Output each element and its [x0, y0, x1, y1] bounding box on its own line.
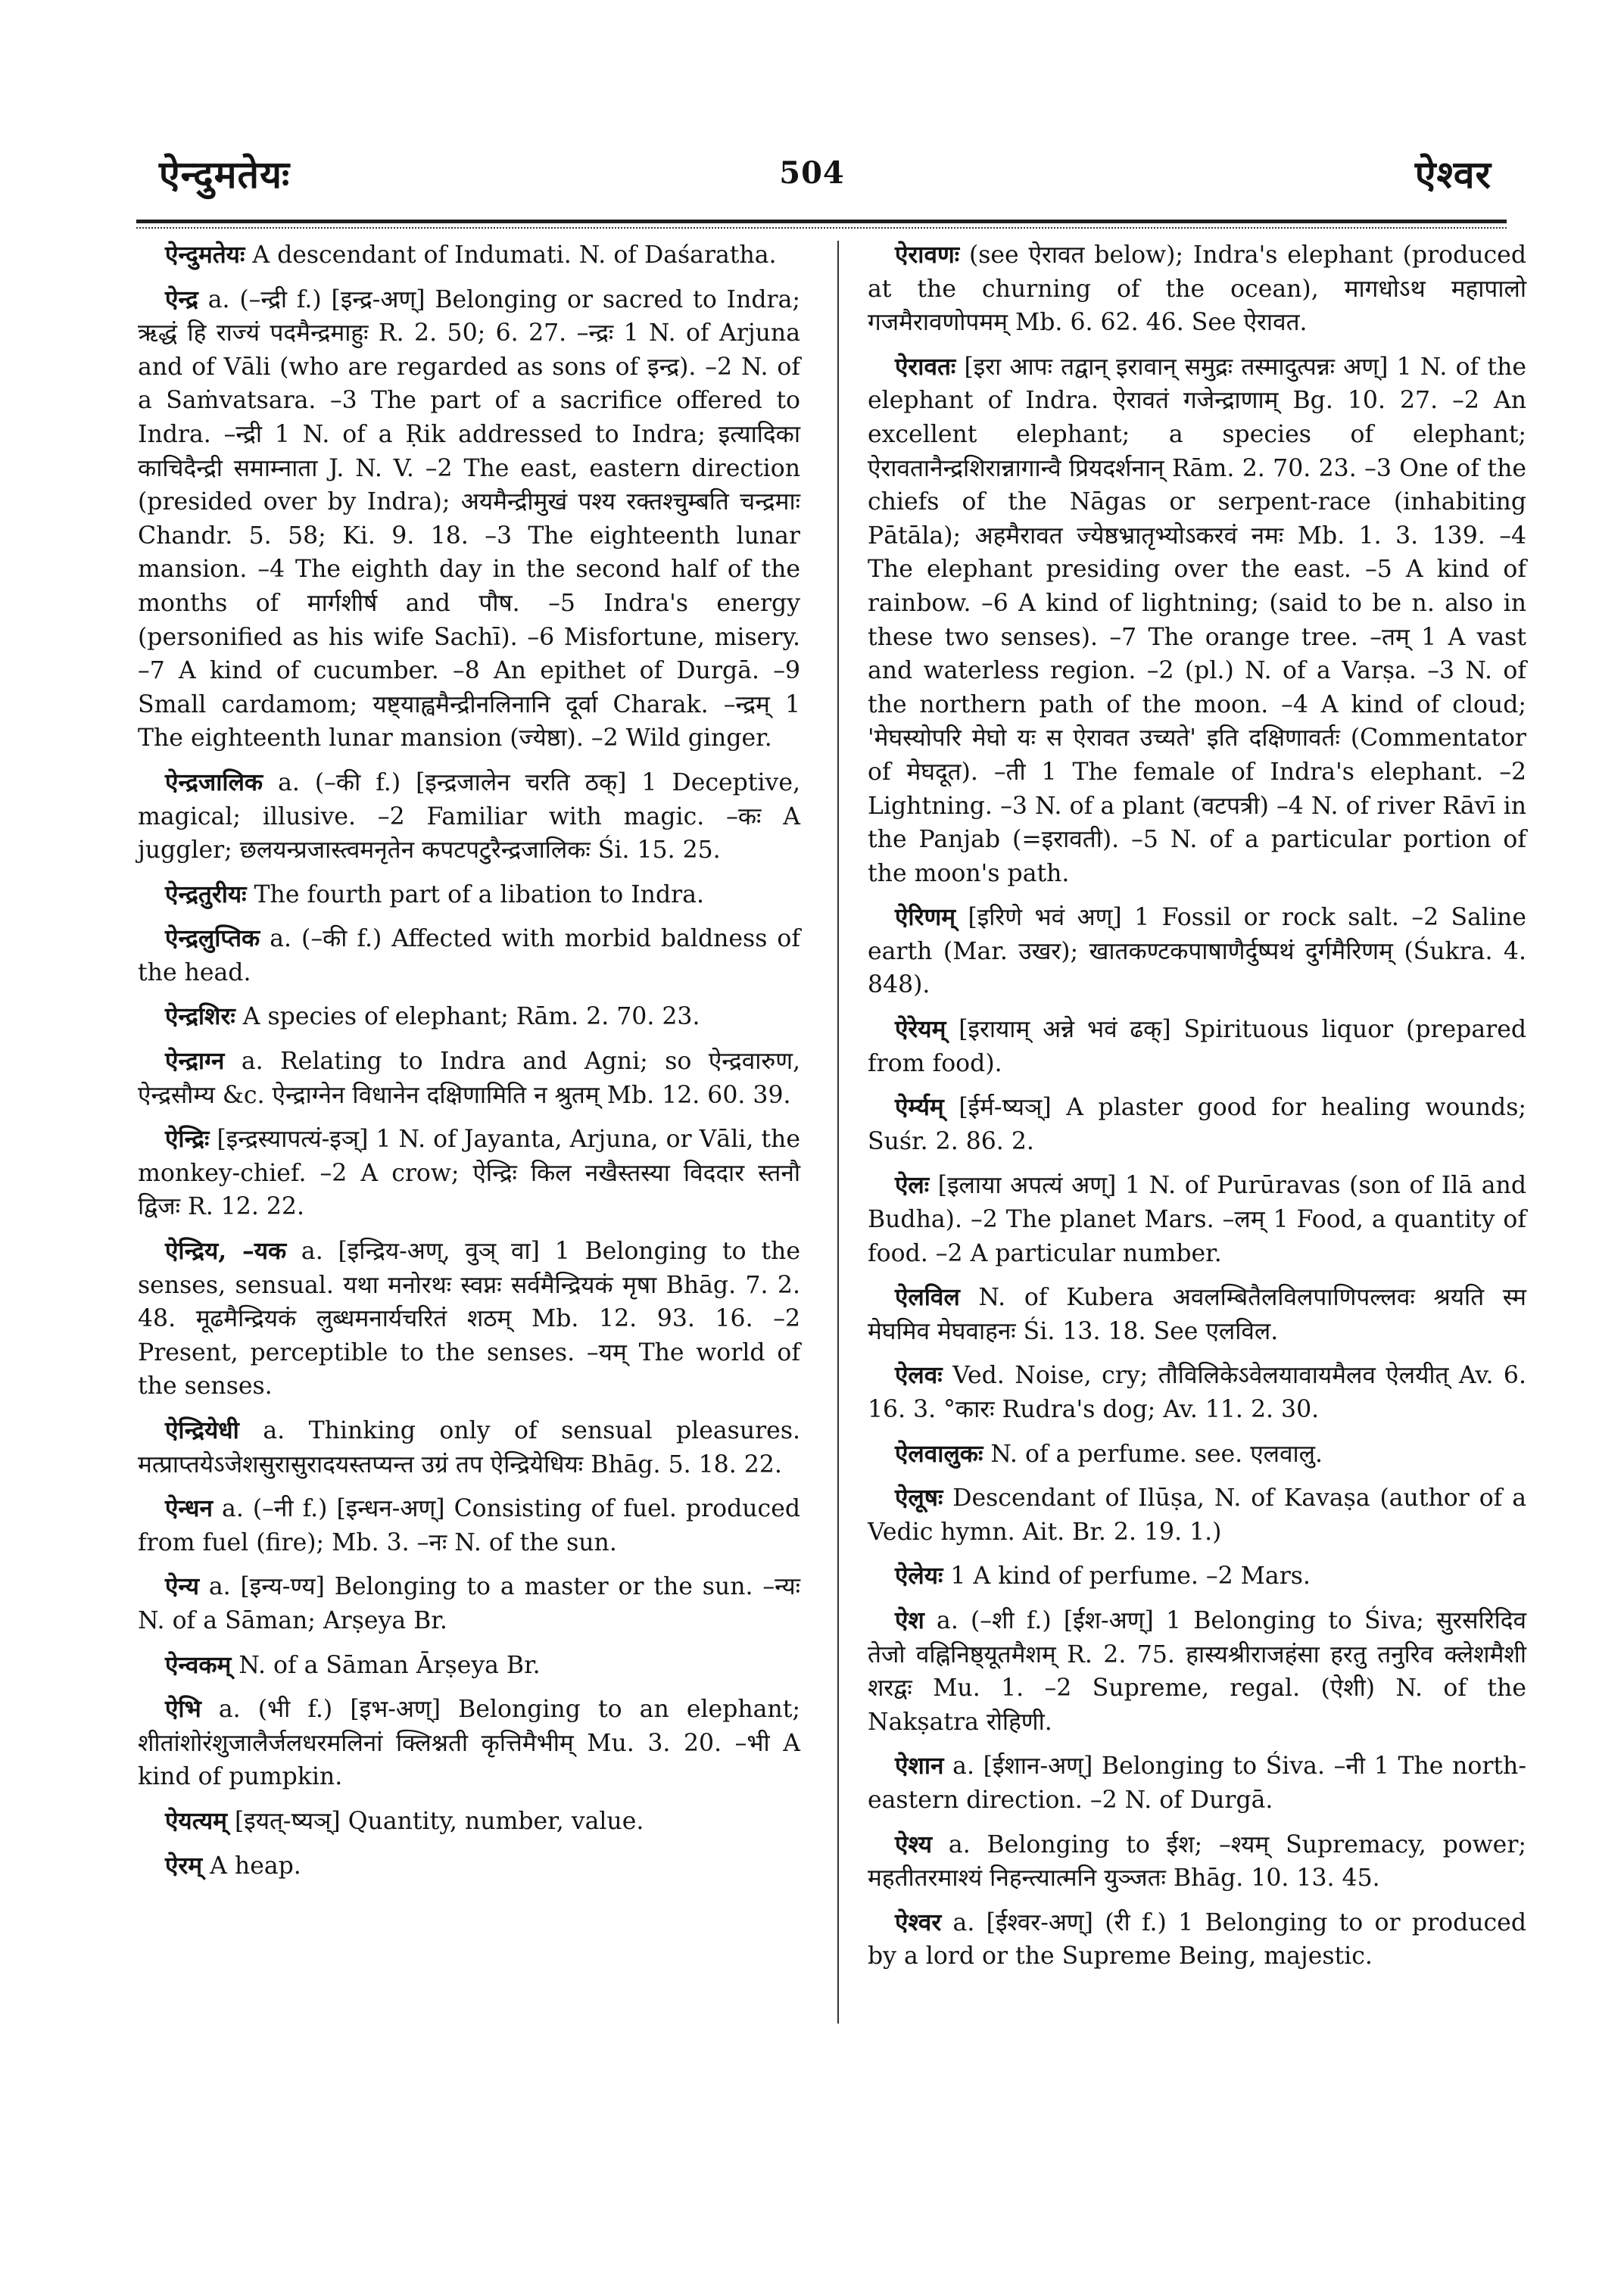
entry-gap [868, 1818, 1526, 1828]
entry-gap [868, 1471, 1526, 1481]
definition: a. Thinking only of sensual pleasures. मत्प्राप्तयेऽजेशसुरासुरादयस्तप्यन्त उग्रं तप ऐन्द्रियेधियः Bhāg. 5. 18. 22. [138, 1417, 800, 1478]
definition: a. (–न्द्री f.) [इन्द्र-अण्] Belonging or sacred to Indra; ऋद्धं हि राज्यं पदमैन्द्रमाहुः R. 2. 50; 6. 27. –न्द्रः 1 N. of Arjuna and of Vāli (who are regarded as sons of इन्द्र). –2 N. of a Saṁvatsara. –3 The part of a sacrifice offered to Indra. –न्द्री 1 N. of a Ṛik addressed to Indra; इत्यादिका काचिदैन्द्री समाम्नाता J. N. V. –2 The east, eastern direction (presided over by Indra); अयमैन्द्रीमुखं पश्य रक्तश्चुम्बति चन्द्रमाः Chandr. 5. 58; Ki. 9. 18. –3 The eighteenth lunar mansion. –4 The eighth day in the second half of the months of मार्गशीर्ष and पौष. –5 Indra's energy (personified as his wife Sachī). –6 Misfortune, misery. –7 A kind of cucumber. –8 An epithet of Durgā. –9 Small cardamom; यष्ट्याह्वमैन्द्रीनलिनानि दूर्वा Charak. –न्द्रम् 1 The eighteenth lunar mansion (ज्येष्ठा). –2 Wild ginger. [138, 285, 800, 752]
dictionary-entry [138, 1849, 800, 1883]
definition: a. [इन्य-ण्य] Belonging to a master or the sun. –न्यः N. of a Sāman; Arṣeya Br. [138, 1573, 800, 1634]
page-number: 504 [779, 155, 845, 191]
dictionary-entry [868, 1013, 1526, 1080]
definition: N. of Kubera अवलम्बितैलविलपाणिपल्लवः श्रयति स्म मेघमिव मेघवाहनः Śi. 13. 18. See एलविल. [868, 1284, 1526, 1345]
definition: A descendant of Indumati. N. of Daśaratha. [245, 241, 777, 269]
dictionary-entry [868, 1091, 1526, 1158]
dictionary-entry [138, 1235, 800, 1404]
definition: Ved. Noise, cry; तौविलिकेऽवेलयावायमैलव ऐलयीत् Av. 6. 16. 3. °कारः Rudra's dog; Av. 11. 2. 30. [868, 1362, 1526, 1423]
left-column [138, 238, 800, 1883]
headword: ऐन्धन [165, 1494, 214, 1523]
headword: ऐर्म्यम् [895, 1093, 944, 1122]
dictionary-entry [868, 1906, 1526, 1974]
definition: a. [ईशान-अण्] Belonging to Śiva. –नी 1 The north-eastern direction. –2 N. of Durgā. [868, 1752, 1526, 1814]
definition: [इरिणे भवं अण्] 1 Fossil or rock salt. –2 Saline earth (Mar. उखर); खातकण्टकपाषाणैर्दुष्पथं दुर्गमैरिणम् (Śukra. 4. 848). [868, 904, 1526, 999]
dictionary-entry [868, 1481, 1526, 1549]
headword: ऐन्द्राग्न [165, 1047, 225, 1076]
entry-gap [868, 1549, 1526, 1559]
headword: ऐन्वकम् [165, 1650, 232, 1679]
headword: ऐलः [895, 1171, 930, 1200]
entry-gap [138, 1794, 800, 1805]
dictionary-entry [138, 238, 800, 273]
dictionary-entry [868, 1749, 1526, 1817]
headword: ऐन्द्रलुप्तिक [165, 924, 260, 953]
entry-gap [868, 890, 1526, 901]
headword: ऐन्द्रतुरीयः [165, 880, 247, 908]
entry-gap [138, 911, 800, 922]
headword: ऐन्द्रिः [165, 1125, 210, 1154]
definition: 1 A kind of perfume. –2 Mars. [943, 1562, 1311, 1590]
entry-gap [138, 1638, 800, 1649]
entry-gap [138, 1559, 800, 1570]
dictionary-entry [138, 1570, 800, 1637]
headword: ऐश [895, 1606, 924, 1634]
dictionary-entry [138, 1693, 800, 1794]
headword: ऐलेयः [895, 1562, 943, 1590]
entry-gap [868, 1158, 1526, 1169]
definition: a. [इन्द्रिय-अण्, वुञ् वा] 1 Belonging to the senses, sensual. यथा मनोरथः स्वप्नः सर्वमैन्द्रियकं मृषा Bhāg. 7. 2. 48. मूढमैन्द्रियकं लुब्धमनार्यचरितं शठम् Mb. 12. 93. 16. –2 Present, perceptible to the senses. –यम् The world of the senses. [138, 1238, 800, 1400]
definition: [इलाया अपत्यं अण्] 1 N. of Purūravas (son of Ilā and Budha). –2 The planet Mars. –लम् 1 Food, a quantity of food. –2 A particular number. [868, 1172, 1526, 1267]
dictionary-entry [138, 1045, 800, 1112]
definition: a. (–की f.) Affected with morbid baldness of the head. [138, 925, 800, 986]
entry-gap [868, 1002, 1526, 1013]
headword: ऐरम् [165, 1851, 203, 1880]
definition: The fourth part of a libation to Indra. [246, 880, 704, 908]
dictionary-entry [868, 1828, 1526, 1896]
definition: [इरायाम् अन्ने भवं ढक्] Spirituous liquor (prepared from food). [868, 1016, 1526, 1077]
definition: [इरा आपः तद्वान् इरावान् समुद्रः तस्मादुत्पन्नः अण्] 1 N. of the elephant of Indra. ऐरावतं गजेन्द्राणाम् Bg. 10. 27. –2 An excellent elephant; a species of elephant; ऐरावतानैन्द्रशिरान्नागान्वै प्रियदर्शनान् Rām. 2. 70. 23. –3 One of the chiefs of the Nāgas or serpent-race (inhabiting Pātāla); अहमैरावत ज्येष्ठभ्रातृभ्योऽकरवं नमः Mb. 1. 3. 139. –4 The elephant presiding over the east. –5 A kind of rainbow. –6 A kind of lightning; (said to be n. also in these two senses). –7 The orange tree. –तम् 1 A vast and waterless region. –2 (pl.) N. of a Varṣa. –3 N. of the northern path of the moon. –4 A kind of cloud; 'मेघस्योपरि मेघो यः स ऐरावत उच्यते' इति दक्षिणावर्तः (Commentator of मेघदूत). –ती 1 The female of Indra's elephant. –2 Lightning. –3 N. of a plant (वटपत्री) –4 N. of river Rāvī in the Panjab (=इरावती). –5 N. of a particular portion of the moon's path. [868, 353, 1526, 887]
definition: N. of a Sāman Ārṣeya Br. [231, 1651, 541, 1679]
definition: a. (–शी f.) [ईश-अण्] 1 Belonging to Śiva; सुरसरिदिव तेजो वह्निनिष्ठ्यूतमैशम् R. 2. 75. हास्यश्रीराजहंसा हरतु तनुरिव क्लेशमैशी शरद्वः Mu. 1. –2 Supreme, regal. (ऐशी) N. of the Nakṣatra रोहिणी. [868, 1606, 1526, 1736]
definition: a. (भी f.) [इभ-अण्] Belonging to an elephant; शीतांशोरंशुजालैर्जलधरमलिनां क्लिश्नती कृत्तिमैभीम् Mu. 3. 20. –भी A kind of pumpkin. [138, 1696, 800, 1791]
headword: ऐन्द्रजालिक [165, 768, 263, 796]
definition: a. (–की f.) [इन्द्रजालेन चरति ठक्] 1 Deceptive, magical; illusive. –2 Familiar with magic. –कः A juggler; छलयन्प्रजास्त्वमनृतेन कपटपटुरैन्द्रजालिकः Śi. 15. 25. [138, 768, 800, 865]
dictionary-entry [138, 922, 800, 989]
entry-gap [868, 1739, 1526, 1749]
dictionary-entry [868, 238, 1526, 340]
headword: ऐलूषः [895, 1484, 943, 1513]
entry-gap [138, 1481, 800, 1492]
headword: ऐरिणम् [895, 903, 956, 932]
headword: ऐन्य [165, 1572, 199, 1601]
definition: A heap. [202, 1852, 301, 1880]
dictionary-entry [138, 283, 800, 756]
definition: a. Relating to Indra and Agni; so ऐन्द्रवारुण, ऐन्द्रसौम्य &c. ऐन्द्राग्नेन विधानेन दक्षिणामिति न श्रुतम् Mb. 12. 60. 39. [138, 1048, 800, 1109]
definition: [इयत्-ष्यञ्] Quantity, number, value. [226, 1807, 644, 1835]
dictionary-entry [868, 1281, 1526, 1348]
dictionary-entry [138, 1414, 800, 1481]
definition: Descendant of Ilūṣa, N. of Kavaṣa (author of a Vedic hymn. Ait. Br. 2. 19. 1.) [868, 1485, 1526, 1546]
column-divider [837, 241, 839, 2024]
definition: a. [ईश्वर-अण्] (री f.) 1 Belonging to or produced by a lord or the Supreme Being, majestic. [868, 1908, 1526, 1971]
headword: ऐन्द्रिय, –यक [165, 1237, 287, 1266]
headword: ऐरावतः [895, 352, 956, 381]
headword: ऐशान [895, 1752, 944, 1781]
headword: ऐन्द्रशिरः [165, 1002, 235, 1031]
headword: ऐश्य [895, 1830, 933, 1858]
running-head-right: ऐश्वर [1414, 152, 1492, 197]
entry-gap [138, 1839, 800, 1849]
headword: ऐन्द्र [165, 285, 198, 313]
dictionary-entry [138, 1805, 800, 1839]
dictionary-entry [868, 1559, 1526, 1594]
entry-gap [868, 1594, 1526, 1604]
entry-gap [138, 1224, 800, 1235]
dictionary-entry [138, 1649, 800, 1683]
headword: ऐलवः [895, 1361, 943, 1390]
entry-gap [138, 1034, 800, 1045]
definition: A species of elephant; Rām. 2. 70. 23. [235, 1003, 700, 1031]
header-dotted-rule [136, 227, 1507, 230]
entry-gap [868, 1896, 1526, 1906]
dictionary-entry [868, 350, 1526, 891]
entry-gap [868, 1427, 1526, 1438]
headword: ऐरेयम् [895, 1015, 946, 1044]
headword: ऐलवालुकः [895, 1439, 983, 1468]
dictionary-entry [138, 1000, 800, 1034]
definition: N. of a perfume. see. एलवालु. [983, 1440, 1323, 1468]
entry-gap [138, 756, 800, 766]
dictionary-entry [868, 1359, 1526, 1426]
dictionary-entry [138, 1123, 800, 1224]
entry-gap [138, 868, 800, 878]
headword: ऐश्वर [895, 1908, 942, 1936]
headword: ऐलविल [895, 1283, 960, 1312]
entry-gap [138, 989, 800, 1000]
running-head-left: ऐन्दुमतेयः [159, 152, 291, 197]
definition: a. Belonging to ईश; –श्यम् Supremacy, power; महतीतरमाश्यं निहन्त्यात्मनि युञ्जतः Bhāg. 10. 13. 45. [868, 1830, 1526, 1893]
dictionary-entry [138, 766, 800, 868]
dictionary-entry [868, 1169, 1526, 1270]
right-column [868, 238, 1526, 1974]
headword: ऐन्दुमतेयः [165, 241, 245, 269]
dictionary-entry [138, 878, 800, 912]
entry-gap [138, 1682, 800, 1693]
dictionary-entry [138, 1492, 800, 1559]
headword: ऐरावणः [895, 241, 960, 269]
dictionary-entry [868, 1604, 1526, 1739]
entry-gap [868, 340, 1526, 350]
definition: (see ऐरावत below); Indra's elephant (produced at the churning of the ocean), मागधोऽथ महापालो गजमैरावणोपमम् Mb. 6. 62. 46. See ऐरावत. [868, 241, 1526, 337]
entry-gap [138, 1404, 800, 1414]
header-rule [136, 220, 1507, 223]
definition: [इन्द्रस्यापत्यं-इञ्] 1 N. of Jayanta, Arjuna, or Vāli, the monkey-chief. –2 A crow; ऐन्द्रिः किल नखैस्तस्या विददार स्तनौ द्विजः R. 12. 22. [138, 1126, 800, 1221]
definition: [ईर्म-ष्यञ्] A plaster good for healing wounds; Suśr. 2. 86. 2. [868, 1094, 1526, 1155]
dictionary-entry [868, 1438, 1526, 1472]
headword: ऐयत्यम् [165, 1806, 227, 1835]
entry-gap [868, 1080, 1526, 1091]
headword: ऐन्द्रियेधी [165, 1416, 239, 1444]
entry-gap [138, 273, 800, 283]
dictionary-entry [868, 901, 1526, 1002]
entry-gap [868, 1270, 1526, 1281]
definition: a. (–नी f.) [इन्धन-अण्] Consisting of fuel. produced from fuel (fire); Mb. 3. –नः N. of the sun. [138, 1495, 800, 1556]
entry-gap [868, 1348, 1526, 1359]
headword: ऐभि [165, 1695, 201, 1724]
entry-gap [138, 1112, 800, 1123]
